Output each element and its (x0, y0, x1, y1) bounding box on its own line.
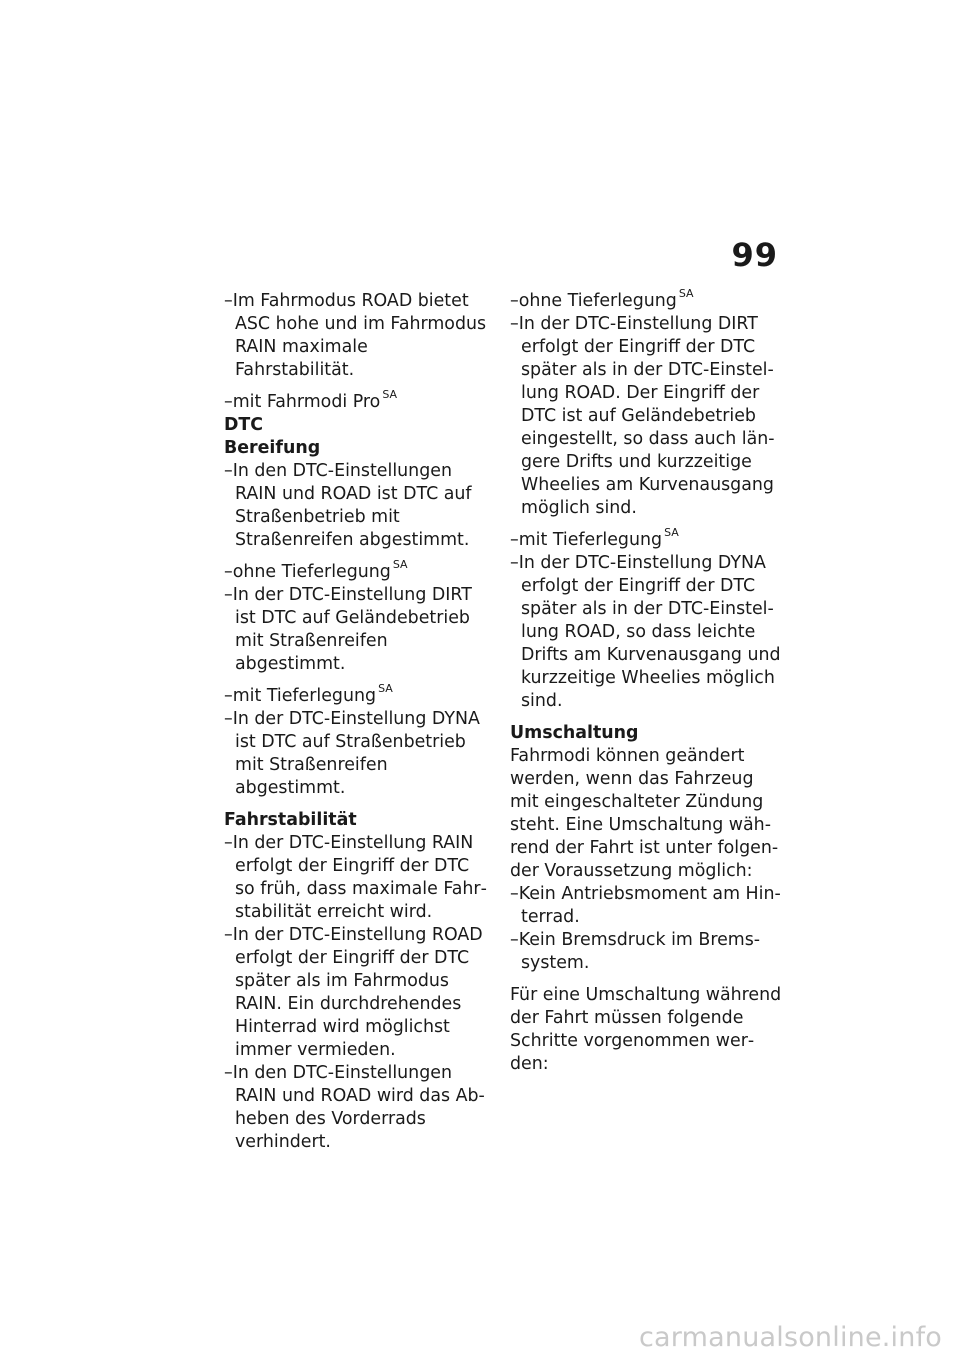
list-item: –In der DTC-Einstellung DYNA erfolgt der Eingriff der DTC später als in der DTC-Einstellung ROAD, so dass leichte Drifts am Kurvenausgang und kurzzeitige Wheelies möglich sind. (510, 553, 781, 711)
left-column (224, 290, 492, 1154)
page-number: 99 (731, 236, 778, 274)
subheading-fahrstabilitaet: Fahrstabilität (224, 810, 357, 830)
list-item: –In den DTC-Einstellungen RAIN und ROAD ist DTC auf Straßenbetrieb mit Straßenreifen abgestimmt. (224, 461, 472, 550)
list-item: –mit Fahrmodi Pro $^{SA}$ (224, 388, 398, 412)
list-item: –ohne Tieferlegung $^{SA}$ (224, 558, 408, 582)
sa-marker: SA (378, 682, 393, 695)
subheading-umschaltung: Umschaltung (510, 723, 639, 743)
right-column (510, 287, 782, 1076)
sa-marker: SA (678, 287, 694, 300)
paragraph: Fahrmodi können geändert werden, wenn das Fahrzeug mit eingeschalteter Zündung steht. Eine Umschaltung während der Fahrt ist unter folgender Voraussetzung möglich: (510, 746, 779, 881)
list-item: –In der DTC-Einstellung DIRT erfolgt der Eingriff der DTC später als in der DTC-Einstellung ROAD. Der Eingriff der DTC ist auf Geländebetrieb eingestellt, so dass auch längere Drifts und kurzzeitige Wheelies am Kurvenausgang möglich sind. (510, 314, 775, 518)
list-item: –Kein Antriebsmoment am Hinterrad. (510, 884, 781, 927)
sa-marker: SA (392, 558, 408, 571)
list-item: –ohne Tieferlegung $^{SA}$ (510, 287, 694, 311)
list-item: –mit Tieferlegung $^{SA}$ (510, 526, 679, 550)
list-item: –In der DTC-Einstellung DYNA ist DTC auf Straßenbetrieb mit Straßenreifen abgestimmt. (224, 709, 480, 798)
subheading-bereifung: Bereifung (224, 438, 321, 458)
list-item: –In der DTC-Einstellung DIRT ist DTC auf Geländebetrieb mit Straßenreifen abgestimmt. (224, 585, 472, 674)
list-item: –In der DTC-Einstellung RAIN erfolgt der Eingriff der DTC so früh, dass maximale Fahrstabilität erreicht wird. (224, 833, 487, 922)
paragraph: Für eine Umschaltung während der Fahrt müssen folgende Schritte vorgenommen werden: (510, 985, 782, 1074)
list-item: –Im Fahrmodus ROAD bietet ASC hohe und im Fahrmodus RAIN maximale Fahrstabilität. (224, 291, 487, 380)
section-heading-dtc: DTC (224, 415, 264, 435)
watermark: carmanualsonline.info (639, 1322, 942, 1353)
sa-marker: SA (382, 388, 398, 401)
list-item: –Kein Bremsdruck im Bremssystem. (510, 930, 761, 973)
list-item: –mit Tieferlegung $^{SA}$ (224, 682, 393, 706)
list-item: –In den DTC-Einstellungen RAIN und ROAD wird das Abheben des Vorderrads verhindert. (224, 1063, 485, 1152)
sa-marker: SA (664, 526, 679, 539)
list-item: –In der DTC-Einstellung ROAD erfolgt der Eingriff der DTC später als im Fahrmodus RAIN. Ein durchdrehendes Hinterrad wird möglichst immer vermieden. (224, 925, 483, 1060)
